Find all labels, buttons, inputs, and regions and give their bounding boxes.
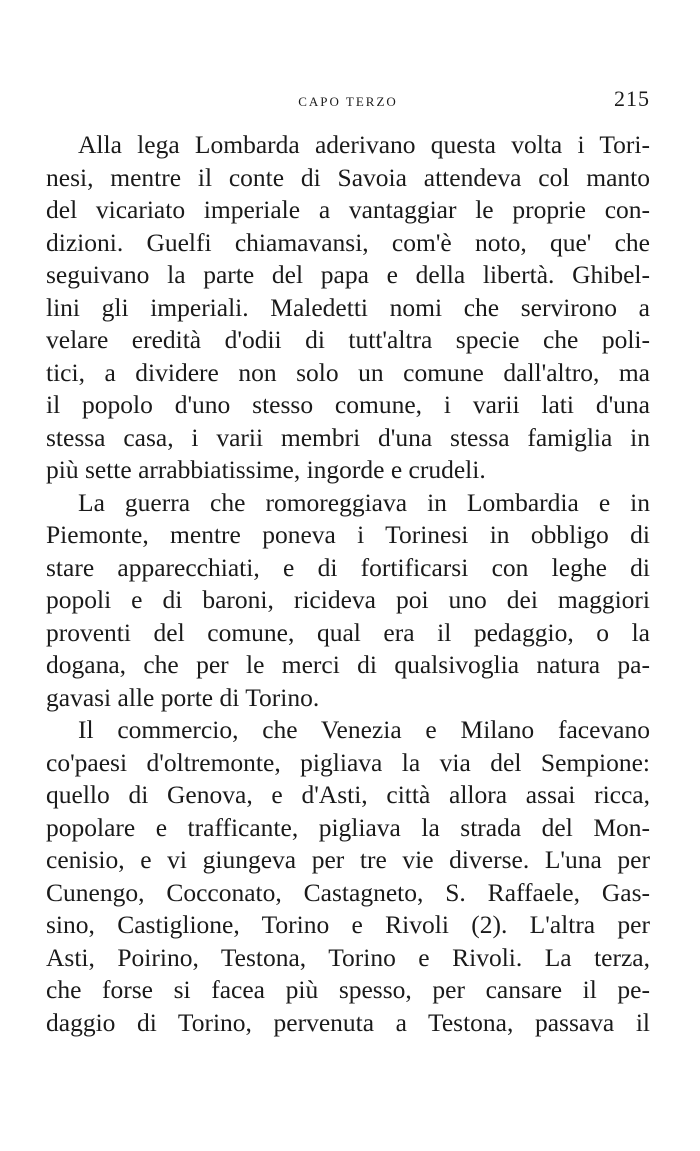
text-line: che forse si facea più spesso, per cansare il pe- (46, 975, 650, 1004)
text-line: proventi del comune, qual era il pedaggio, o la (46, 617, 650, 647)
text-line: Piemonte, mentre poneva i Torinesi in obbligo di (46, 520, 650, 549)
text-line: del vicariato imperiale a vantaggiar le proprie con- (46, 195, 650, 224)
running-title: CAPO TERZO (298, 94, 398, 109)
text-line: daggio di Torino, pervenuta a Testona, passava il (46, 1007, 650, 1037)
text-line: il popolo d'uno stesso comune, i varii lati d'una (46, 390, 650, 419)
text-line: dogana, che per le merci di qualsivoglia natura pa- (46, 650, 650, 679)
text-line: tici, a dividere non solo un comune dall'altro, ma (46, 357, 650, 387)
text-line: velare eredità d'odii di tutt'altra specie che poli- (46, 325, 650, 354)
text-line: Il commercio, che Venezia e Milano facevano (78, 715, 650, 744)
text-line: lini gli imperiali. Maledetti nomi che servirono a (46, 292, 650, 322)
text-line: cenisio, e vi giungeva per tre vie diverse. L'una per (46, 845, 650, 874)
text-line: seguivano la parte del papa e della libertà. Ghibel- (46, 260, 650, 289)
text-line: Cunengo, Cocconato, Castagneto, S. Raffaele, Gas- (46, 877, 650, 907)
text-line: sino, Castiglione, Torino e Rivoli (2). L'altra per (46, 910, 650, 939)
text-line: quello di Genova, e d'Asti, città allora assai ricca, (46, 780, 650, 809)
body-text (46, 129, 650, 1039)
page-number: 215 (614, 86, 650, 111)
text-line: popoli e di baroni, ricideva poi uno dei maggiori (46, 585, 650, 614)
text-line: dizioni. Guelfi chiamavansi, com'è noto, que' che (46, 227, 650, 257)
running-head (46, 86, 650, 116)
text-line: nesi, mentre il conte di Savoia attendeva col manto (46, 162, 650, 192)
text-line: Asti, Poirino, Testona, Torino e Rivoli. La terza, (46, 942, 650, 972)
text-line: gavasi alle porte di Torino. (46, 682, 320, 712)
text-line: La guerra che romoreggiava in Lombardia e in (78, 487, 650, 517)
text-line: più sette arrabbiatissime, ingorde e crudeli. (46, 455, 486, 484)
text-line: stessa casa, i varii membri d'una stessa famiglia in (46, 422, 650, 452)
text-line: stare apparecchiati, e di fortificarsi con leghe di (46, 552, 650, 582)
text-line: Alla lega Lombarda aderivano questa volta i Tori- (78, 130, 650, 159)
text-line: popolare e trafficante, pigliava la strada del Mon- (46, 812, 650, 842)
text-line: co'paesi d'oltremonte, pigliava la via del Sempione: (46, 747, 650, 777)
